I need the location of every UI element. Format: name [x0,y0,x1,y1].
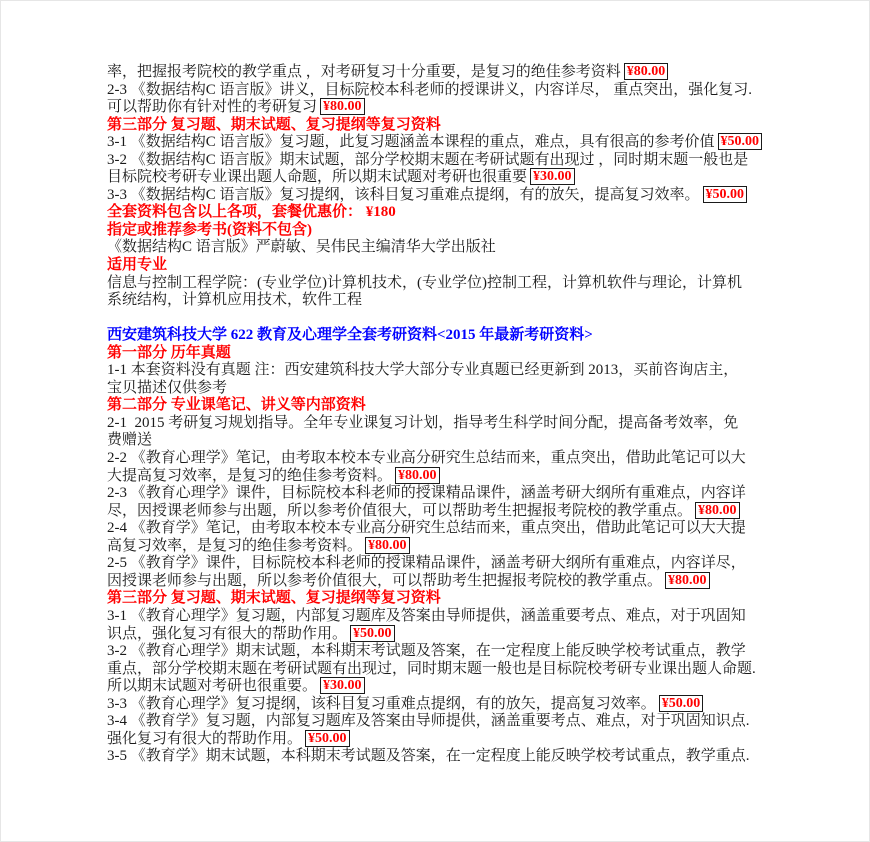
text-line [107,415,787,433]
text-segment: 识点，强化复习有很大的帮助作用。 [107,625,348,642]
price-tag: ¥80.00 [365,537,410,554]
text-segment: 3-1 《教育心理学》复习题，内部复习题库及答案由导师提供，涵盖重要考点、难点，对于巩固知 [107,607,746,624]
price-tag: ¥80.00 [665,572,710,589]
price-tag: ¥80.00 [320,98,365,115]
text-line [107,275,787,293]
text-segment: 系统结构，计算机应用技术，软件工程 [107,292,363,309]
text-line [107,485,787,503]
price-tag: ¥50.00 [350,625,395,642]
text-line [107,292,787,310]
text-line [107,239,787,257]
text-segment: 3-4 《教育学》复习题，内部复习题库及答案由导师提供，涵盖重要考点、难点，对于巩固知识点. [107,713,750,730]
text-segment: 信息与控制工程学院：(专业学位)计算机技术，(专业学位)控制工程，计算机软件与理论，计算机 [107,274,742,291]
text-line [107,520,787,538]
text-line [107,748,787,766]
price-tag: ¥50.00 [305,730,350,747]
price-tag: ¥50.00 [703,186,748,203]
text-segment: 2-5 《教育学》课件，目标院校本科老师的授课精品课件，涵盖考研大纲所有重难点，内容详尽， [107,555,746,572]
text-line [107,187,787,205]
text-segment: 指定或推荐参考书(资料不包含) [107,221,312,238]
text-segment: 尽，因授课老师参与出题，所以参考价值很大，可以帮助考生把握报考院校的教学重点。 [107,502,693,519]
text-line [107,99,787,117]
text-line [107,450,787,468]
text-segment: 全套资料包含以上各项，套餐优惠价： ¥180 [107,204,396,221]
text-line [107,222,787,240]
text-segment: 2-4 《教育学》笔记，由考取本校本专业高分研究生总结而来，重点突出，借助此笔记可以大大提 [107,520,746,537]
text-line [107,327,787,345]
text-segment: 适用专业 [107,257,168,274]
blank-line [107,310,787,328]
text-line [107,362,787,380]
text-segment: 2-1 2015 考研复习规划指导。全年专业课复习计划，指导考生科学时间分配，提高备考效率，免 [107,414,739,431]
text-segment: 第三部分 复习题、期末试题、复习提纲等复习资料 [107,590,441,607]
price-tag: ¥80.00 [395,467,440,484]
text-line [107,345,787,363]
text-line [107,432,787,450]
text-segment: 西安建筑科技大学 622 教育及心理学全套考研资料<2015 年最新考研资料> [107,327,593,344]
text-line [107,257,787,275]
text-line [107,468,787,486]
text-segment: 第二部分 专业课笔记、讲义等内部资料 [107,397,366,414]
text-line [107,678,787,696]
text-segment: 强化复习有很大的帮助作用。 [107,730,303,747]
text-line [107,152,787,170]
text-line [107,731,787,749]
text-line [107,643,787,661]
text-segment: 重点，部分学校期末题在考研试题有出现过，同时期末题一般也是目标院校考研专业课出题人命题. [107,660,756,677]
text-line [107,503,787,521]
text-segment: 所以期末试题对考研也很重要。 [107,678,318,695]
text-segment: 3-3 《数据结构C 语言版》复习提纲，该科目复习重难点提纲，有的放矢，提高复习效率。 [107,186,700,203]
text-segment: 费赠送 [107,432,153,449]
text-segment: 因授课老师参与出题，所以参考价值很大，可以帮助考生把握报考院校的教学重点。 [107,572,663,589]
text-line [107,397,787,415]
text-segment: 3-2 《数据结构C 语言版》期末试题，部分学校期末题在考研试题有出现过 ，同时期末题一般也是 [107,151,749,168]
price-tag: ¥30.00 [530,168,575,185]
text-segment: 3-2 《教育心理学》期末试题，本科期末考试题及答案，在一定程度上能反映学校考试重点，教学 [107,643,746,660]
price-tag: ¥50.00 [659,695,704,712]
text-segment: 目标院校考研专业课出题人命题，所以期末试题对考研也很重要 [107,169,528,186]
price-tag: ¥30.00 [320,677,365,694]
text-segment: 率，把握报考院校的教学重点 ，对考研复习十分重要，是复习的绝佳参考资料 [107,64,621,80]
text-line [107,380,787,398]
text-segment: 3-1 《数据结构C 语言版》复习题，此复习题涵盖本课程的重点，难点，具有很高的参考价值 [107,134,715,151]
text-line [107,608,787,626]
document-lines [107,64,787,766]
text-line [107,626,787,644]
text-segment: 大提高复习效率，是复习的绝佳参考资料。 [107,467,393,484]
text-line [107,555,787,573]
text-line [107,117,787,135]
text-line [107,538,787,556]
text-line [107,64,787,82]
text-line [107,590,787,608]
text-line [107,573,787,591]
text-segment: 第一部分 历年真题 [107,344,231,361]
text-segment: 1-1 本套资料没有真题 注：西安建筑科技大学大部分专业真题已经更新到 2013，买前咨询店主， [107,362,739,379]
text-line [107,169,787,187]
text-segment: 《数据结构C 语言版》严蔚敏、吴伟民主编清华大学出版社 [107,239,496,256]
text-line [107,661,787,679]
text-segment: 可以帮助你有针对性的考研复习 [107,99,318,116]
text-segment: 2-3 《教育心理学》课件，目标院校本科老师的授课精品课件，涵盖考研大纲所有重难点，内容详 [107,485,746,502]
price-tag: ¥80.00 [695,502,740,519]
text-line [107,204,787,222]
text-segment: 宝贝描述仅供参考 [107,379,228,396]
text-line [107,713,787,731]
text-line [107,134,787,152]
text-line [107,696,787,714]
text-segment: 2-3 《数据结构C 语言版》讲义，目标院校本科老师的授课讲义，内容详尽， 重点突出，强化复习. [107,81,753,98]
text-segment: 2-2 《教育心理学》笔记，由考取本校本专业高分研究生总结而来，重点突出，借助此笔记可以大 [107,450,746,467]
text-segment: 3-5 《教育学》期末试题，本科期末考试题及答案，在一定程度上能反映学校考试重点，教学重点. [107,748,750,765]
price-tag: ¥80.00 [624,63,669,80]
price-tag: ¥50.00 [718,133,763,150]
text-segment: 第三部分 复习题、期末试题、复习提纲等复习资料 [107,116,441,133]
text-line [107,82,787,100]
text-segment: 高复习效率，是复习的绝佳参考资料。 [107,537,363,554]
text-segment: 3-3 《教育心理学》复习提纲，该科目复习重难点提纲，有的放矢，提高复习效率。 [107,695,656,712]
